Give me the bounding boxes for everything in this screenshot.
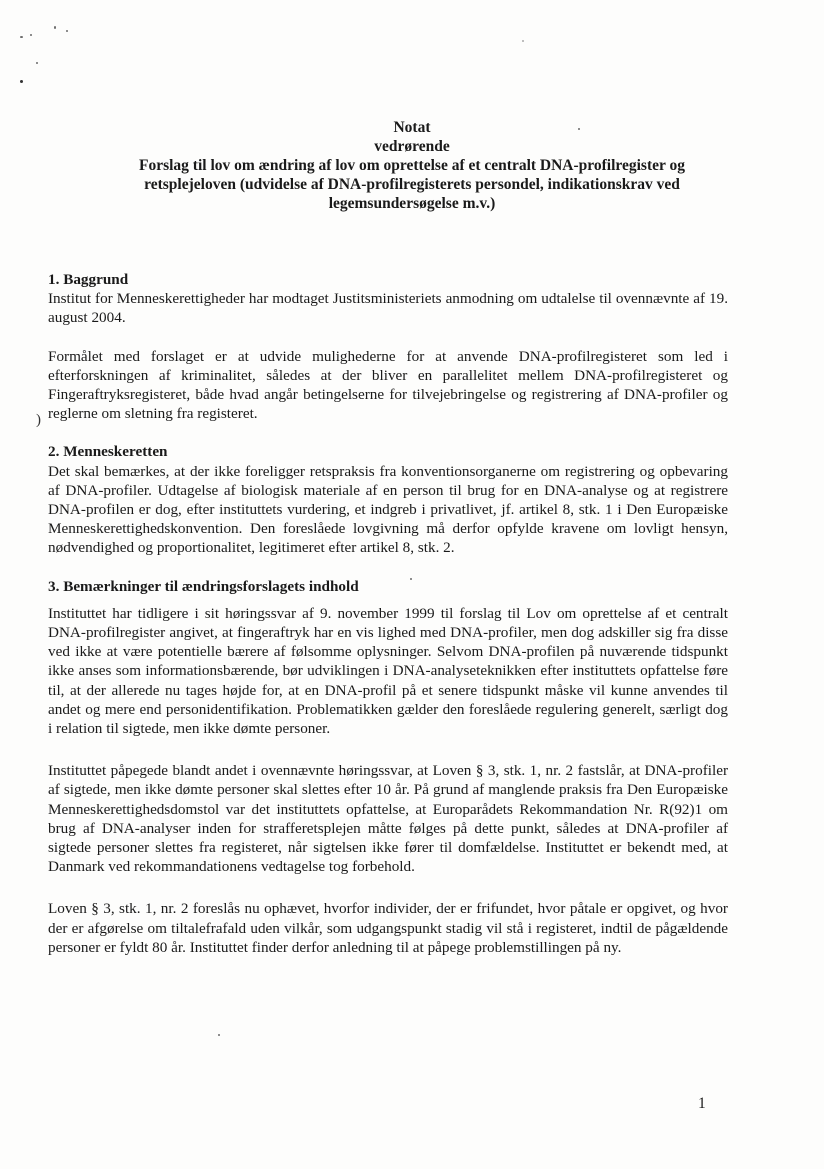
- document-heading-line: legemsundersøgelse m.v.): [328, 195, 496, 212]
- scan-speck: [66, 30, 68, 32]
- paragraph: Det skal bemærkes, at der ikke foreligger retspraksis fra konventionsorganerne om registrering og opbevaring af DNA-profiler. Udtagelse af biologisk materiale af en person til brug for en DNA-analyse og at registrere DNA-profilen er dog, efter instituttets vurdering, et indgreb i privatlivet, jf. artikel 8, stk. 1 i Den Europæiske Menneskerettighedskonvention. Den foreslåede lovgivning må derfor opfylde kravene om lovligt hensyn, nødvendighed og proportionalitet, legitimeret efter artikel 8, stk. 2.: [48, 462, 728, 557]
- document-subtitle: vedrørende: [374, 138, 450, 155]
- scan-speck: [20, 36, 23, 38]
- paragraph: Formålet med forslaget er at udvide mulighederne for at anvende DNA-profilregisteret som led i efterforskningen af kriminalitet, således at der bliver en parallelitet mellem DNA-profilregisteret og Fingeraftryksregisteret, både hvad angår betingelserne for tilvejebringelse og registrering af DNA-profiler og reglerne om sletning fra registeret.: [48, 347, 728, 423]
- scan-speck: [30, 34, 32, 36]
- scan-speck: [218, 1034, 220, 1036]
- scan-speck: [54, 26, 56, 29]
- paragraph: Instituttet har tidligere i sit høringssvar af 9. november 1999 til forslag til Lov om oprettelse af et centralt DNA-profilregister angivet, at fingeraftryk har en vis lighed med DNA-profiler, men dog adskiller sig fra disse ved ikke at være potentielle bærere af følsomme oplysninger. Selvom DNA-profilen på nuværende tidspunkt ikke anses som informationsbærende, bør udviklingen i DNA-analyseteknikken efter instituttets opfattelse føre til, at der allerede nu tages højde for, at en DNA-profil på et senere tidspunkt måske vil kunne anvendes til andet og mere end personidentifikation. Problematikken gælder den foreslåede regulering generelt, særligt dog i relation til sigtede, men ikke dømte personer.: [48, 604, 728, 738]
- document-header: [60, 118, 764, 213]
- margin-mark: ): [36, 412, 41, 428]
- scan-speck: [20, 80, 23, 83]
- document-title: Notat: [393, 119, 431, 136]
- section-heading: 3. Bemærkninger til ændringsforslagets indhold: [48, 577, 359, 595]
- paragraph: Instituttet påpegede blandt andet i ovennævnte høringssvar, at Loven § 3, stk. 1, nr. 2 fastslår, at DNA-profiler af sigtede, men ikke dømte personer skal slettes efter 10 år. På grund af manglende praksis fra Den Europæiske Menneskerettighedsdomstol var det instituttets opfattelse, at Europarådets Rekommandation Nr. R(92)1 om brug af DNA-analyser inden for strafferetsplejen måtte følges på dette punkt, således at DNA-profiler af sigtede personer slettes fra registeret, når sigtelsen ikke fører til domfældelse. Instituttet er bekendt med, at Danmark ved rekommandationens vedtagelse tog forbehold.: [48, 762, 728, 876]
- document-heading-line: retsplejeloven (udvidelse af DNA-profilregisterets persondel, indikationskrav ved: [144, 176, 680, 193]
- section-heading: 2. Menneskeretten: [48, 443, 168, 461]
- document-body: [48, 270, 728, 957]
- paragraph: Institut for Menneskerettigheder har modtaget Justitsministeriets anmodning om udtalelse til ovennævnte af 19. august 2004.: [48, 290, 728, 327]
- scan-speck: [522, 40, 524, 42]
- section-heading: 1. Baggrund: [48, 271, 129, 288]
- scan-speck: [36, 62, 38, 64]
- paragraph: Loven § 3, stk. 1, nr. 2 foreslås nu ophævet, hvorfor individer, der er frifundet, hvor påtale er opgivet, og hvor der er afgørelse om tiltalefrafald uden vilkår, som udgangspunkt stadig vil stå i registeret, indtil de pågældende personer er fyldt 80 år. Instituttet finder derfor anledning til at påpege problemstillingen på ny.: [48, 900, 728, 956]
- document-heading-line: Forslag til lov om ændring af lov om oprettelse af et centralt DNA-profilregister og: [139, 157, 685, 174]
- page-number: 1: [698, 1095, 706, 1112]
